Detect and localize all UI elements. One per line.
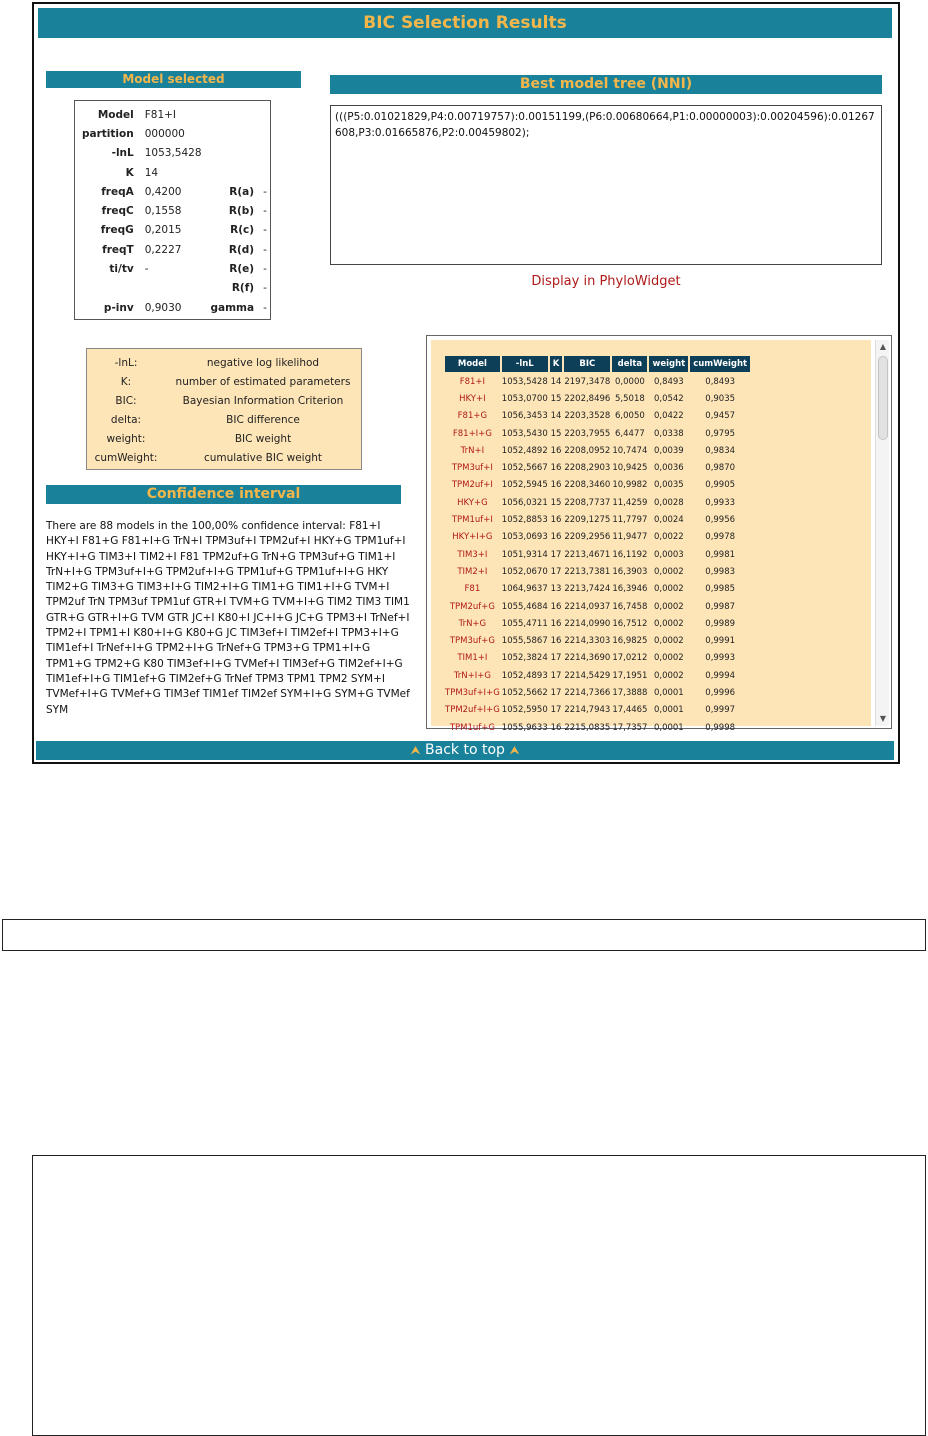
legend-definition: number of estimated parameters — [175, 375, 351, 388]
model-selected-cell-rk: R(f) — [231, 282, 255, 295]
column-header[interactable]: -lnL — [502, 356, 548, 372]
table-cell: 2208,0952 — [564, 445, 611, 456]
scroll-down-icon[interactable]: ▼ — [879, 714, 887, 723]
table-cell: 0,9035 — [705, 393, 736, 404]
phylowidget-link[interactable]: Display in PhyloWidget — [531, 274, 681, 289]
model-selected-row — [79, 144, 270, 163]
table-cell: 0,0422 — [653, 411, 684, 422]
table-cell: 2214,0990 — [564, 618, 611, 629]
table-row — [445, 391, 750, 406]
back-to-top-bar[interactable] — [36, 741, 894, 760]
model-selected-cell-v: F81+I — [144, 108, 177, 121]
model-link[interactable]: TPM2uf+G — [449, 601, 495, 612]
model-selected-row — [79, 124, 270, 143]
model-link[interactable]: HKY+I+G — [452, 532, 493, 543]
table-cell: 2214,3690 — [564, 653, 611, 664]
table-cell: 1052,5950 — [501, 705, 548, 716]
table-cell: 2209,1275 — [564, 515, 611, 526]
model-link[interactable]: TIM2+I — [457, 566, 488, 577]
legend-row — [87, 353, 361, 372]
table-cell: 2208,3460 — [564, 480, 611, 491]
model-selected-row — [79, 259, 270, 278]
model-selected-cell-rk — [205, 105, 258, 124]
model-selected-cell-k: freqG — [100, 224, 134, 237]
table-cell: 13 — [550, 584, 562, 595]
table-cell: 1055,9633 — [501, 722, 548, 733]
model-selected-cell-k: K — [125, 166, 134, 179]
double-chevron-up-icon: ⮝ — [509, 743, 520, 757]
table-cell: 0,0002 — [653, 601, 684, 612]
back-to-top-link[interactable]: Back to top — [425, 742, 505, 758]
table-cell: 0,0002 — [653, 636, 684, 647]
table-cell: 1052,8853 — [501, 515, 548, 526]
table-cell: 0,0024 — [653, 515, 684, 526]
confidence-interval-text: There are 88 models in the 100,00% confidence interval: F81+I HKY+I F81+G F81+I+G TrN+I TPM3uf+I TPM2uf+I HKY+G TPM1uf+I HKY+I+G TIM3+I TIM2+I F81 TPM2uf+G TrN+G TPM3uf+G TIM1+I TrN+I+G TPM3uf+I+G TPM2uf+I+G TPM1uf+G TPM1uf+I+G HKY TIM2+G TIM3+G TIM3+I+G TIM2+I+G TIM1+G TIM1+I+G TVM+I TPM2uf TrN TPM3uf TPM1uf GTR+I TVM+G TVM+I+G TIM2 TIM3 TIM1 GTR+G GTR+I+G TVM GTR JC+I K80+I JC+I+G JC+G TPM3+I TrNef+I TPM2+I TPM1+I K80+I+G K80+G JC TIM3ef+I TIM2ef+I TPM3+I+G TIM1ef+I TrNef+I+G TPM2+I+G TrNef+G TPM3+G TPM1+I+G TPM1+G TPM2+G K80 TIM3ef+I+G TVMef+I TIM3ef+G TIM2ef+I+G TIM1ef+I+G TIM1ef+G TIM2ef+G TrNef TPM3 TPM1 TPM2 SYM+I TVMef+I+G TVMef+G TIM3ef TIM1ef TIM2ef SYM+I+G SYM+G TVMef SYM — [46, 520, 410, 716]
results-header-row — [445, 356, 750, 372]
legend-term: delta: — [110, 413, 142, 426]
table-cell: 0,0000 — [615, 376, 645, 387]
model-selected-cell-k: freqA — [101, 185, 134, 198]
empty-box-bottom — [32, 1155, 926, 1436]
table-cell: 0,0001 — [653, 722, 684, 733]
model-selected-cell-rk — [205, 144, 258, 163]
model-selected-row — [79, 182, 270, 201]
model-selected-cell-v: 000000 — [144, 127, 185, 140]
legend-definition: BIC weight — [234, 432, 292, 445]
model-selected-cell-rk — [205, 163, 258, 182]
table-cell: 1053,5428 — [501, 376, 548, 387]
model-selected-cell-k — [79, 279, 142, 298]
table-cell: 1052,3824 — [501, 653, 548, 664]
legend-row — [87, 372, 361, 391]
table-cell: 17,4465 — [612, 705, 648, 716]
table-cell: 16 — [550, 601, 562, 612]
model-link[interactable]: F81+G — [457, 411, 488, 422]
model-selected-row — [79, 279, 270, 298]
table-cell: 16 — [550, 618, 562, 629]
legend-definition: Bayesian Information Criterion — [182, 394, 344, 407]
table-cell: 0,8493 — [705, 376, 736, 387]
model-selected-cell-rk: R(b) — [228, 205, 255, 218]
table-cell: 0,0542 — [653, 393, 684, 404]
table-cell: 17 — [550, 549, 562, 560]
table-cell: 14 — [550, 376, 562, 387]
model-link[interactable]: TIM3+I — [457, 549, 488, 560]
table-cell: 17 — [550, 705, 562, 716]
model-link[interactable]: F81+I — [459, 376, 486, 387]
double-chevron-up-icon: ⮝ — [410, 743, 421, 757]
table-cell: 5,5018 — [615, 393, 645, 404]
table-cell: 0,0039 — [653, 445, 684, 456]
model-link[interactable]: TrN+I+G — [453, 670, 491, 681]
model-selected-row — [79, 221, 270, 240]
table-cell: 0,9997 — [705, 705, 736, 716]
table-cell: 0,9956 — [705, 515, 736, 526]
table-cell: 14 — [550, 411, 562, 422]
model-selected-cell-v: 0,1558 — [144, 205, 182, 218]
table-cell: 2214,5429 — [564, 670, 611, 681]
table-cell: 0,9991 — [705, 636, 736, 647]
table-cell: 0,0001 — [653, 687, 684, 698]
table-cell: 17 — [550, 670, 562, 681]
model-selected-cell-k: p-inv — [103, 301, 134, 314]
model-selected-cell-k: freqT — [102, 243, 134, 256]
table-cell: 0,9983 — [705, 566, 736, 577]
table-cell: 2197,3478 — [564, 376, 611, 387]
column-header[interactable]: weight — [649, 356, 688, 372]
column-header[interactable]: K — [550, 356, 563, 372]
table-cell: 0,9993 — [705, 653, 736, 664]
legend-term: -lnL: — [114, 356, 138, 369]
column-header[interactable]: cumWeight — [690, 356, 750, 372]
bic-results-window — [32, 2, 900, 764]
best-tree-heading: Best model tree (NNI) — [330, 75, 882, 94]
table-cell: 2209,2956 — [564, 532, 611, 543]
table-cell: 0,9933 — [705, 497, 736, 508]
table-row — [445, 374, 750, 389]
table-row — [445, 599, 750, 614]
table-cell: 2214,3303 — [564, 636, 611, 647]
confidence-interval-heading: Confidence interval — [46, 485, 401, 504]
results-table — [443, 354, 752, 737]
table-row — [445, 564, 750, 579]
results-scrollbar[interactable] — [875, 340, 889, 726]
table-cell: 2208,7737 — [564, 497, 611, 508]
table-cell: 11,4259 — [612, 497, 648, 508]
table-cell: 0,9870 — [705, 463, 736, 474]
table-cell: 1052,5945 — [501, 480, 548, 491]
table-cell: 11,9477 — [612, 532, 648, 543]
model-selected-cell-rv: - — [263, 205, 267, 218]
scroll-up-icon[interactable]: ▲ — [879, 342, 887, 351]
table-cell: 0,9457 — [705, 411, 736, 422]
table-cell: 0,0002 — [653, 618, 684, 629]
model-selected-cell-rv: - — [263, 185, 267, 198]
table-cell: 0,0338 — [653, 428, 684, 439]
table-cell: 0,9994 — [705, 670, 736, 681]
table-cell: 0,0028 — [653, 497, 684, 508]
table-cell: 16 — [550, 515, 562, 526]
table-row — [445, 426, 750, 441]
table-cell: 0,0002 — [653, 653, 684, 664]
scrollbar-thumb[interactable] — [878, 356, 888, 440]
table-cell: 16,9825 — [612, 636, 648, 647]
table-cell: 0,0002 — [653, 670, 684, 681]
table-cell: 10,9425 — [612, 463, 648, 474]
table-row — [445, 530, 750, 545]
table-cell: 0,9998 — [705, 722, 736, 733]
model-selected-cell-rk: R(e) — [229, 263, 255, 276]
results-body — [445, 374, 750, 735]
model-selected-row — [79, 105, 270, 124]
table-cell: 0,8493 — [653, 376, 684, 387]
legend-term: weight: — [106, 432, 146, 445]
model-selected-cell-rv — [257, 144, 270, 163]
model-selected-cell-rv: - — [263, 301, 267, 314]
table-row — [445, 633, 750, 648]
table-cell: 16 — [550, 463, 562, 474]
legend-row — [87, 391, 361, 410]
legend-term: K: — [120, 375, 132, 388]
model-selected-cell-rk: R(c) — [230, 224, 255, 237]
table-cell: 0,0003 — [653, 549, 684, 560]
model-selected-cell-v: 1053,5428 — [144, 147, 202, 160]
table-row — [445, 720, 750, 735]
table-cell: 0,9978 — [705, 532, 736, 543]
model-selected-box — [74, 100, 271, 320]
model-link[interactable]: TrN+G — [458, 618, 487, 629]
table-cell: 0,0002 — [653, 584, 684, 595]
legend-box — [86, 348, 362, 470]
table-cell: 2215,0835 — [564, 722, 611, 733]
model-selected-cell-v — [142, 279, 205, 298]
model-selected-row — [79, 163, 270, 182]
table-cell: 1055,5867 — [501, 636, 548, 647]
model-selected-cell-rv — [257, 163, 270, 182]
legend-term: BIC: — [115, 394, 137, 407]
table-cell: 2213,4671 — [564, 549, 611, 560]
legend-row — [87, 429, 361, 448]
table-cell: 1055,4711 — [501, 618, 548, 629]
table-cell: 0,9834 — [705, 445, 736, 456]
model-selected-cell-v: 0,2015 — [144, 224, 182, 237]
table-cell: 0,9987 — [705, 601, 736, 612]
table-cell: 1051,9314 — [501, 549, 548, 560]
model-link[interactable]: TIM1+I — [457, 653, 488, 664]
model-selected-cell-rv: - — [263, 243, 267, 256]
table-cell: 16,3946 — [612, 584, 648, 595]
table-cell: 2214,7943 — [564, 705, 611, 716]
table-row — [445, 512, 750, 527]
table-row — [445, 495, 750, 510]
table-cell: 11,7797 — [612, 515, 648, 526]
model-selected-table — [79, 105, 270, 317]
table-row — [445, 443, 750, 458]
table-cell: 1056,0321 — [501, 497, 548, 508]
column-header[interactable]: delta — [612, 356, 647, 372]
table-cell: 1052,5662 — [501, 687, 548, 698]
model-selected-cell-rk — [205, 124, 258, 143]
table-cell: 2202,8496 — [564, 393, 611, 404]
table-cell: 0,9989 — [705, 618, 736, 629]
model-selected-cell-k: freqC — [101, 205, 134, 218]
table-cell: 0,0035 — [653, 480, 684, 491]
model-selected-cell-v: 14 — [144, 166, 159, 179]
table-cell: 0,0001 — [653, 705, 684, 716]
table-row — [445, 668, 750, 683]
table-cell: 6,4477 — [615, 428, 645, 439]
model-link[interactable]: TPM3uf+I — [451, 463, 493, 474]
table-cell: 16,3903 — [612, 566, 648, 577]
table-cell: 1053,0700 — [501, 393, 548, 404]
table-row — [445, 547, 750, 562]
table-row — [445, 582, 750, 597]
legend-table — [87, 353, 361, 467]
model-selected-cell-k: -lnL — [111, 147, 134, 160]
model-selected-cell-rk: gamma — [210, 301, 255, 314]
table-cell: 2203,3528 — [564, 411, 611, 422]
model-selected-row — [79, 240, 270, 259]
table-cell: 2214,0937 — [564, 601, 611, 612]
table-cell: 17 — [550, 566, 562, 577]
table-row — [445, 409, 750, 424]
model-link[interactable]: F81 — [464, 584, 481, 595]
model-selected-cell-rv: - — [263, 263, 267, 276]
table-cell: 2203,7955 — [564, 428, 611, 439]
model-selected-cell-v: 0,4200 — [144, 185, 182, 198]
model-link[interactable]: HKY+I — [459, 393, 486, 404]
table-cell: 16,7512 — [612, 618, 648, 629]
column-header[interactable]: BIC — [564, 356, 610, 372]
model-link[interactable]: HKY+G — [457, 497, 488, 508]
model-selected-cell-rv — [257, 124, 270, 143]
table-cell: 16,7458 — [612, 601, 648, 612]
legend-row — [87, 448, 361, 467]
table-row — [445, 460, 750, 475]
legend-term: cumWeight: — [94, 451, 158, 464]
model-selected-cell-rv: - — [263, 282, 267, 295]
table-cell: 1055,4684 — [501, 601, 548, 612]
table-cell: 17,0212 — [612, 653, 648, 664]
table-cell: 2208,2903 — [564, 463, 611, 474]
model-selected-row — [79, 298, 270, 317]
results-table-area — [431, 340, 871, 733]
model-selected-cell-k: Model — [97, 108, 134, 121]
table-cell: 16 — [550, 480, 562, 491]
table-cell: 0,0022 — [653, 532, 684, 543]
results-panel[interactable] — [426, 335, 892, 733]
model-selected-cell-rk: R(d) — [228, 243, 255, 256]
model-link[interactable]: F81+I+G — [452, 428, 492, 439]
model-selected-cell-rv — [257, 105, 270, 124]
table-cell: 17 — [550, 653, 562, 664]
table-cell: 17,3888 — [612, 687, 648, 698]
table-cell: 1052,4892 — [501, 445, 548, 456]
model-link[interactable]: TPM1uf+I — [451, 515, 493, 526]
model-selected-cell-v: 0,2227 — [144, 243, 182, 256]
model-selected-heading: Model selected — [46, 71, 301, 88]
table-cell: 10,9982 — [612, 480, 648, 491]
table-cell: 0,9905 — [705, 480, 736, 491]
legend-definition: negative log likelihod — [206, 356, 320, 369]
model-link[interactable]: TPM2uf+I — [451, 480, 493, 491]
table-cell: 16 — [550, 722, 562, 733]
empty-box-top — [2, 919, 926, 951]
table-cell: 2214,7366 — [564, 687, 611, 698]
model-selected-cell-k: ti/tv — [109, 263, 134, 276]
table-cell: 1053,5430 — [501, 428, 548, 439]
table-cell: 1052,5667 — [501, 463, 548, 474]
table-cell: 0,9795 — [705, 428, 736, 439]
table-cell: 2213,7381 — [564, 566, 611, 577]
table-cell: 0,9996 — [705, 687, 736, 698]
table-cell: 6,0050 — [615, 411, 645, 422]
table-cell: 15 — [550, 497, 562, 508]
table-cell: 1056,3453 — [501, 411, 548, 422]
model-selected-cell-v: 0,9030 — [144, 301, 182, 314]
legend-row — [87, 410, 361, 429]
table-cell: 15 — [550, 428, 562, 439]
column-header[interactable]: Model — [445, 356, 500, 372]
table-cell: 10,7474 — [612, 445, 648, 456]
page-title: BIC Selection Results — [38, 8, 892, 38]
table-cell: 16 — [550, 636, 562, 647]
table-cell: 16 — [550, 532, 562, 543]
table-cell: 0,9985 — [705, 584, 736, 595]
model-selected-cell-rk: R(a) — [229, 185, 255, 198]
model-selected-cell-k: partition — [82, 127, 134, 140]
table-cell: 1052,0670 — [501, 566, 548, 577]
table-cell: 1052,4893 — [501, 670, 548, 681]
table-row — [445, 651, 750, 666]
model-selected-cell-rv: - — [263, 224, 267, 237]
model-link[interactable]: TPM1uf+G — [449, 722, 495, 733]
model-link[interactable]: TPM3uf+I+G — [445, 687, 500, 698]
model-link[interactable]: TPM2uf+I+G — [445, 705, 500, 716]
table-row — [445, 478, 750, 493]
table-cell: 17 — [550, 687, 562, 698]
legend-definition: BIC difference — [226, 413, 300, 426]
legend-definition: cumulative BIC weight — [203, 451, 323, 464]
model-selected-row — [79, 201, 270, 220]
table-row — [445, 685, 750, 700]
table-cell: 17,7357 — [612, 722, 648, 733]
newick-tree-box[interactable]: (((P5:0.01021829,P4:0.00719757):0.00151199,(P6:0.00680664,P1:0.00000003):0.00204596):0.01267608,P3:0.01665876,P2:0.00459802); — [330, 105, 882, 265]
table-cell: 1064,9637 — [501, 584, 548, 595]
model-link[interactable]: TrN+I — [460, 445, 485, 456]
model-selected-cell-v: - — [144, 263, 149, 276]
table-cell: 0,9981 — [705, 549, 736, 560]
table-row — [445, 703, 750, 718]
table-cell: 16 — [550, 445, 562, 456]
table-cell: 0,0002 — [653, 566, 684, 577]
table-cell: 2213,7424 — [564, 584, 611, 595]
table-cell: 15 — [550, 393, 562, 404]
table-cell: 0,0036 — [653, 463, 684, 474]
table-cell: 17,1951 — [612, 670, 648, 681]
table-cell: 1053,0693 — [501, 532, 548, 543]
table-row — [445, 616, 750, 631]
model-link[interactable]: TPM3uf+G — [449, 636, 495, 647]
table-cell: 16,1192 — [612, 549, 648, 560]
